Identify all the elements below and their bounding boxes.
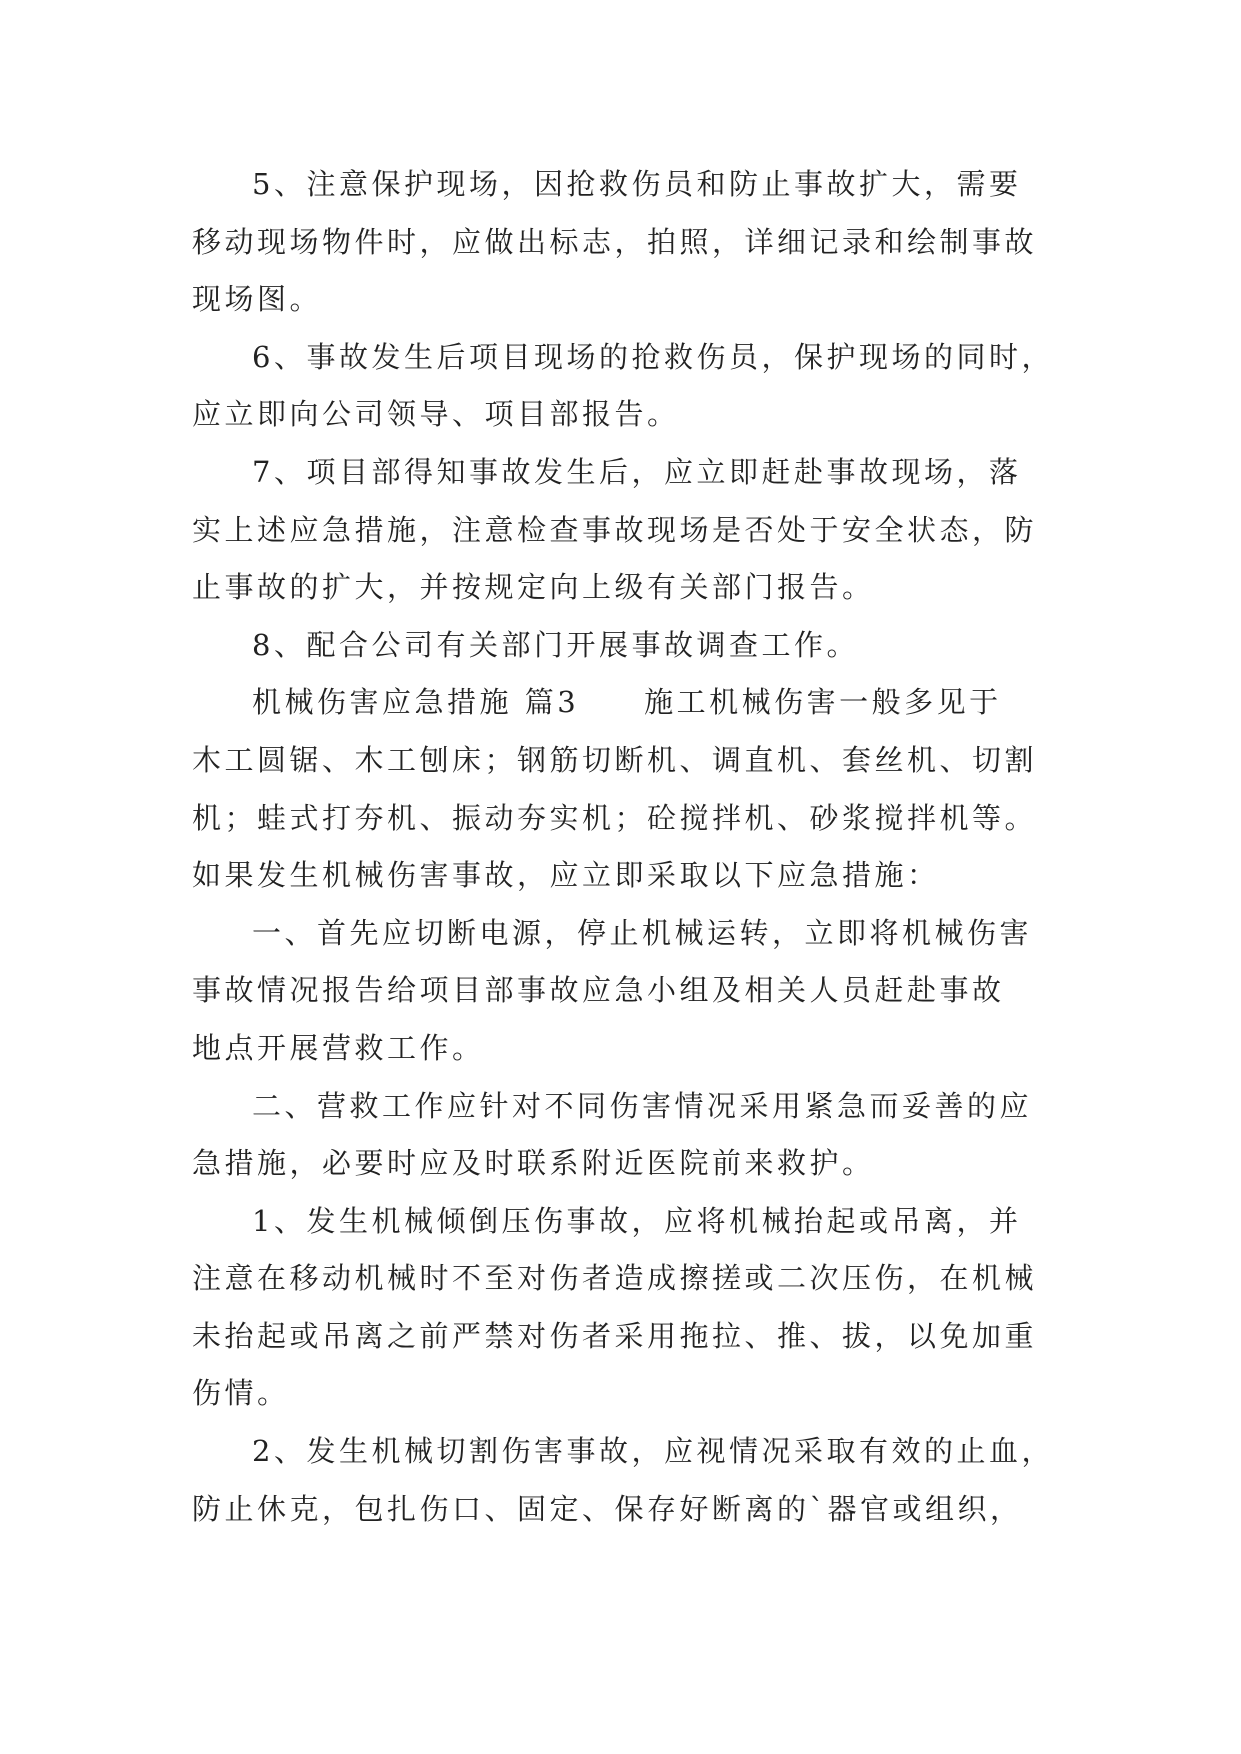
text-line: 注意在移动机械时不至对伤者造成擦搓或二次压伤，在机械: [192, 1261, 1038, 1296]
text-line: 止事故的扩大，并按规定向上级有关部门报告。: [192, 570, 875, 605]
text-line: 地点开展营救工作。: [192, 1030, 485, 1065]
text-line: 如果发生机械伤害事故，应立即采取以下应急措施：: [192, 858, 940, 893]
text-line: 事故情况报告给项目部事故应急小组及相关人员赶赴事故: [192, 973, 1005, 1008]
text-line: 二、营救工作应针对不同伤害情况采用紧急而妥善的应: [252, 1088, 1033, 1123]
text-line: 机；蛙式打夯机、振动夯实机；砼搅拌机、砂浆搅拌机等。: [192, 800, 1038, 835]
section-heading-line: 机械伤害应急措施 篇3 施工机械伤害一般多见于: [252, 685, 1002, 720]
text-line: 伤情。: [192, 1376, 290, 1411]
text-line: 8、配合公司有关部门开展事故调查工作。: [252, 627, 859, 662]
text-line: 7、项目部得知事故发生后，应立即赶赴事故现场，落: [252, 454, 1022, 489]
text-line: 急措施，必要时应及时联系附近医院前来救护。: [192, 1146, 875, 1181]
text-line: 现场图。: [192, 282, 323, 317]
text-line: 防止休克，包扎伤口、固定、保存好断离的`器官或组织，: [192, 1491, 1023, 1526]
text-line: 5、注意保护现场，因抢救伤员和防止事故扩大，需要: [252, 167, 1022, 201]
text-line: 一、首先应切断电源，停止机械运转，立即将机械伤害: [252, 915, 1033, 950]
text-line: 2、发生机械切割伤害事故，应视情况采取有效的止血，: [252, 1434, 1054, 1469]
text-line: 6、事故发生后项目现场的抢救伤员，保护现场的同时，: [252, 339, 1054, 374]
text-line: 未抬起或吊离之前严禁对伤者采用拖拉、推、拔，以免加重: [192, 1318, 1038, 1353]
text-line: 实上述应急措施，注意检查事故现场是否处于安全状态，防: [192, 512, 1038, 547]
document-body: [192, 156, 1062, 1538]
text-line: 应立即向公司领导、项目部报告。: [192, 397, 680, 432]
text-line: 移动现场物件时，应做出标志，拍照，详细记录和绘制事故: [192, 224, 1038, 259]
text-line: 木工圆锯、木工刨床；钢筋切断机、调直机、套丝机、切割: [192, 742, 1038, 777]
text-line: 1、发生机械倾倒压伤事故，应将机械抬起或吊离，并: [252, 1203, 1022, 1238]
